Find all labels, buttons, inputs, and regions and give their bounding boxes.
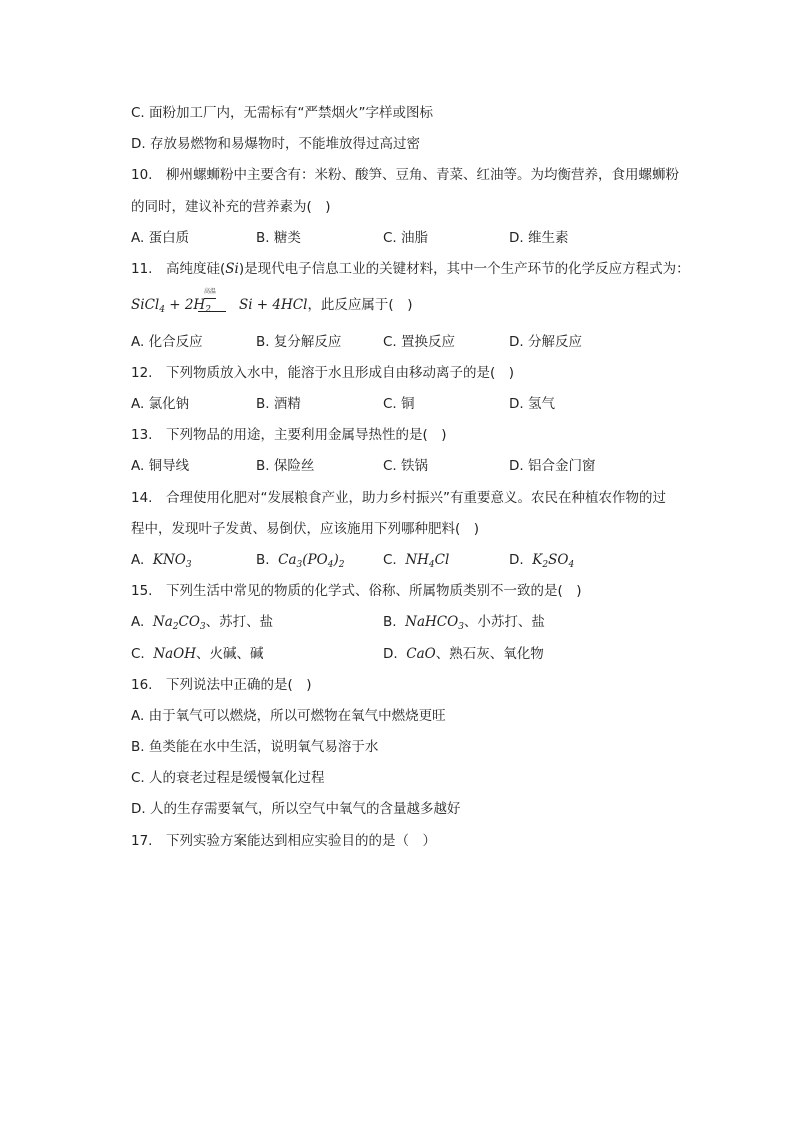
- q16-option-d: D. 人的生存需要氧气，所以空气中氧气的含量越多越好: [131, 801, 461, 817]
- q11-option-c: C. 置换反应: [383, 334, 456, 350]
- q11-option-d: D. 分解反应: [509, 334, 582, 350]
- q11-option-b: B. 复分解反应: [256, 334, 342, 350]
- formula-cao: CaO: [406, 646, 436, 662]
- option-d-store: D. 存放易燃物和易爆物时，不能堆放得过高过密: [131, 136, 420, 152]
- q15-label-d: D.: [383, 646, 398, 662]
- q11-text-start: 11. 高纯度硅(: [131, 261, 226, 277]
- q14-option-d: [509, 551, 574, 574]
- q13-option-c: C. 铁锅: [383, 458, 429, 474]
- q13-option-a: A. 铜导线: [131, 458, 190, 474]
- q10-option-d: D. 维生素: [509, 230, 569, 246]
- option-c-flour: C. 面粉加工厂内，无需标有“严禁烟火”字样或图标: [131, 105, 433, 121]
- q13-option-b: B. 保险丝: [256, 458, 315, 474]
- question-12: 12. 下列物质放入水中，能溶于水且形成自由移动离子的是( ): [131, 365, 515, 381]
- q12-option-b: B. 酒精: [256, 396, 301, 412]
- q13-option-d: D. 铝合金门窗: [509, 458, 596, 474]
- q12-option-c: C. 铜: [383, 396, 415, 412]
- formula-kno3: $KNO_3$: [152, 552, 192, 570]
- formula-nh4cl: $NH_4Cl$: [405, 552, 450, 570]
- formula-na2co3: $Na_2CO_3$: [152, 614, 206, 632]
- question-13: 13. 下列物品的用途，主要利用金属导热性的是( ): [131, 427, 447, 443]
- q16-option-b: B. 鱼类能在水中生活，说明氧气易溶于水: [131, 739, 379, 755]
- chemical-equation: [131, 296, 412, 319]
- equation-reactants: SiCl$_4$ + $2H_2$: [131, 297, 211, 315]
- q15-option-a: [131, 613, 273, 636]
- question-17: 17. 下列实验方案能达到相应实验目的的是（ ）: [131, 833, 436, 849]
- reaction-condition-label: 高温: [204, 288, 217, 295]
- question-14-line-2: 程中，发现叶子发黄、易倒伏，应该施用下列哪种肥料( ): [131, 521, 480, 537]
- equation-products: Si + 4HCl: [238, 297, 308, 313]
- q14-option-b: [256, 551, 344, 574]
- q12-option-d: D. 氢气: [509, 396, 555, 412]
- equation-arrow-bar: [204, 298, 216, 299]
- q15-text-d: 、熟石灰、氧化物: [435, 646, 544, 662]
- q15-text-a: 、苏打、盐: [205, 614, 274, 630]
- q15-option-d: [383, 645, 544, 663]
- question-16: 16. 下列说法中正确的是( ): [131, 677, 312, 693]
- equation-arrow-bar: [198, 311, 226, 312]
- q15-label-b: B.: [383, 614, 397, 630]
- q12-option-a: A. 氯化钠: [131, 396, 190, 412]
- q15-option-b: [383, 613, 545, 636]
- q10-option-b: B. 糖类: [256, 230, 301, 246]
- equation-tail: ，此反应属于( ): [307, 297, 413, 313]
- q15-label-c: C.: [131, 646, 145, 662]
- q15-text-b: 、小苏打、盐: [463, 614, 545, 630]
- formula-nahco3: NaHCO$_3$: [405, 614, 464, 632]
- q15-option-c: [131, 645, 264, 663]
- q14-option-a: [131, 551, 192, 574]
- q11-text-rest: )是现代电子信息工业的关键材料，其中一个生产环节的化学反应方程式为：: [238, 261, 690, 277]
- question-11-line-1: [131, 260, 690, 278]
- q14-label-c: C.: [383, 552, 397, 568]
- formula-ca3po42: $Ca_3(PO_4)_2$: [278, 552, 345, 570]
- question-10-line-2: 的同时，建议补充的营养素为( ): [131, 199, 331, 215]
- q10-option-c: C. 油脂: [383, 230, 429, 246]
- formula-naoh: NaOH: [153, 646, 197, 662]
- q16-option-c: C. 人的衰老过程是缓慢氧化过程: [131, 770, 325, 786]
- q11-si-symbol: Si: [225, 261, 239, 277]
- question-15: 15. 下列生活中常见的物质的化学式、俗称、所属物质类别不一致的是( ): [131, 583, 582, 599]
- q14-option-c: [383, 551, 449, 574]
- question-10-line-1: 10. 柳州螺蛳粉中主要含有：米粉、酸笋、豆角、青菜、红油等。为均衡营养，食用螺蛳粉: [131, 167, 679, 183]
- q14-label-b: B.: [256, 552, 270, 568]
- q14-label-d: D.: [509, 552, 524, 568]
- q14-label-a: A.: [131, 552, 145, 568]
- q10-option-a: A. 蛋白质: [131, 230, 190, 246]
- q16-option-a: A. 由于氧气可以燃烧，所以可燃物在氧气中燃烧更旺: [131, 708, 446, 724]
- question-14-line-1: 14. 合理使用化肥对“发展粮食产业，助力乡村振兴”有重要意义。农民在种植农作物的过: [131, 490, 666, 506]
- formula-k2so4: $K_2SO_4$: [532, 552, 575, 570]
- q11-option-a: A. 化合反应: [131, 334, 203, 350]
- q15-label-a: A.: [131, 614, 145, 630]
- q15-text-c: 、火碱、碱: [196, 646, 264, 662]
